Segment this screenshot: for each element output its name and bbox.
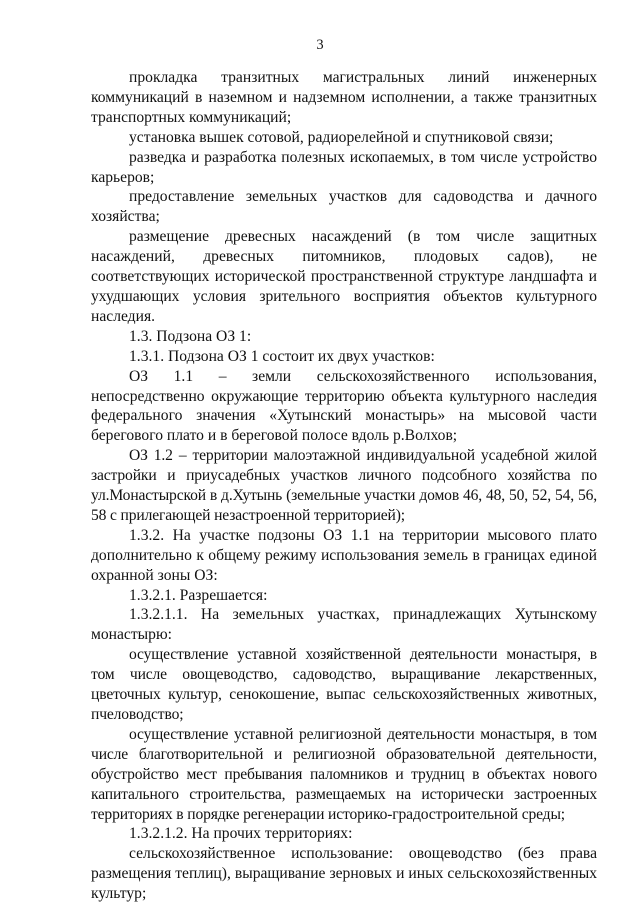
paragraph-garden-plots: предоставление земельных участков для садоводства и дачного хозяйства; (91, 188, 597, 226)
paragraph-1-3-2-1-1: 1.3.2.1.1. На земельных участках, принадлежащих Хутынскому монастырю: (91, 606, 597, 644)
section-heading-1-3-2-1-2: 1.3.2.1.2. На прочих территориях: (129, 825, 353, 843)
page-number: 3 (316, 37, 324, 53)
paragraph-communication-towers: установка вышек сотовой, радиорелейной и спутниковой связи; (129, 128, 554, 146)
paragraph-1-3-2: 1.3.2. На участке подзоны ОЗ 1.1 на территории мысового плато дополнительно к общему режиму использования земель в границах единой охранной зоны ОЗ: (91, 526, 597, 584)
paragraph-mineral-extraction: разведка и разработка полезных ископаемых, в том числе устройство карьеров; (91, 148, 597, 186)
paragraph-oz-1-1: ОЗ 1.1 – земли сельскохозяйственного использования, непосредственно окружающие территорию объекта культурного наследия федерального значения «Хутынский монастырь» на мысовой части берегового плато и в береговой полосе вдоль р.Волхов; (91, 367, 597, 445)
document-body (91, 68, 597, 904)
paragraph-tree-planting: размещение древесных насаждений (в том числе защитных насаждений, древесных питомников, плодовых садов), не соответствующих исторической пространственной структуре ландшафта и ухудшающих условия зрительного восприятия объектов культурного наследия. (91, 228, 597, 325)
paragraph-monastery-economic-activity: осуществление уставной хозяйственной деятельности монастыря, в том числе овощеводство, садоводство, выращивание лекарственных, цветочных культур, сенокошение, выпас сельскохозяйственных животных, пчеловодство; (91, 646, 597, 723)
section-heading-1-3: 1.3. Подзона ОЗ 1: (129, 327, 252, 345)
paragraph-monastery-religious-activity: осуществление уставной религиозной деятельности монастыря, в том числе благотворительной и религиозной образовательной деятельности, обустройство мест пребывания паломников и трудниц в объектах нового капитального строительства, размещаемых на исторически застроенных территориях в порядке регенерации историко-градостроительной среды; (91, 725, 597, 823)
paragraph-transit-communications: прокладка транзитных магистральных линий инженерных коммуникаций в наземном и надземном исполнении, а также транзитных транспортных коммуникаций; (91, 69, 597, 126)
section-heading-1-3-1: 1.3.1. Подзона ОЗ 1 состоит их двух участков: (129, 347, 435, 365)
section-heading-1-3-2-1: 1.3.2.1. Разрешается: (129, 586, 268, 604)
paragraph-oz-1-2: ОЗ 1.2 – территории малоэтажной индивидуальной усадебной жилой застройки и приусадебных участков личного подсобного хозяйства по ул.Монастырской в д.Хутынь (земельные участки домов 46, 48, 50, 52, 54, 56, 58 с прилегающей незастроенной территорией); (91, 447, 597, 524)
paragraph-agricultural-use: сельскохозяйственное использование: овощеводство (без права размещения теплиц), выращивание зерновых и иных сельскохозяйственных культур; (91, 845, 597, 903)
